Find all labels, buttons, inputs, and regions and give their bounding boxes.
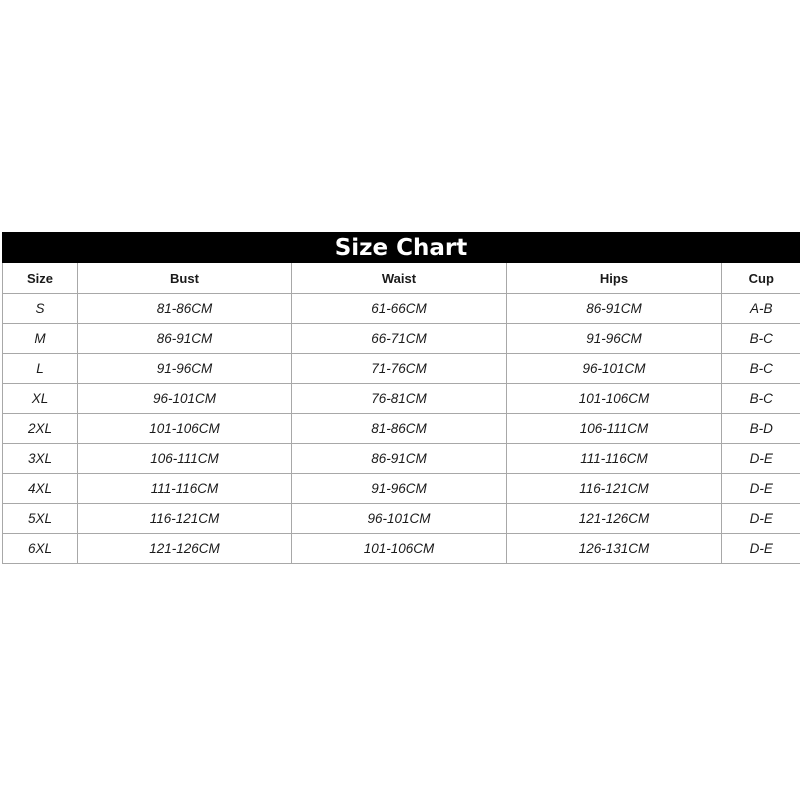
table-row <box>3 354 800 384</box>
cell-bust: 91-96CM <box>78 354 292 384</box>
cell-bust: 121-126CM <box>78 534 292 564</box>
cell-bust: 86-91CM <box>78 324 292 354</box>
cell-size: 5XL <box>3 504 78 534</box>
cell-size: 2XL <box>3 414 78 444</box>
cell-bust: 106-111CM <box>78 444 292 474</box>
cell-waist: 96-101CM <box>292 504 507 534</box>
cell-cup: D-E <box>722 444 800 474</box>
header-waist: Waist <box>292 263 507 294</box>
cell-bust: 111-116CM <box>78 474 292 504</box>
cell-size: 3XL <box>3 444 78 474</box>
cell-hips: 96-101CM <box>507 354 722 384</box>
cell-waist: 81-86CM <box>292 414 507 444</box>
cell-cup: D-E <box>722 504 800 534</box>
cell-hips: 111-116CM <box>507 444 722 474</box>
table-header-row <box>3 263 800 294</box>
cell-bust: 96-101CM <box>78 384 292 414</box>
table-row <box>3 534 800 564</box>
cell-hips: 116-121CM <box>507 474 722 504</box>
size-table <box>2 263 800 564</box>
cell-size: M <box>3 324 78 354</box>
cell-waist: 76-81CM <box>292 384 507 414</box>
size-chart <box>2 232 800 564</box>
table-row <box>3 504 800 534</box>
table-row <box>3 414 800 444</box>
cell-cup: B-C <box>722 384 800 414</box>
cell-waist: 71-76CM <box>292 354 507 384</box>
cell-size: XL <box>3 384 78 414</box>
cell-cup: D-E <box>722 474 800 504</box>
header-bust: Bust <box>78 263 292 294</box>
cell-hips: 106-111CM <box>507 414 722 444</box>
cell-bust: 116-121CM <box>78 504 292 534</box>
cell-cup: A-B <box>722 294 800 324</box>
cell-waist: 66-71CM <box>292 324 507 354</box>
cell-hips: 101-106CM <box>507 384 722 414</box>
header-hips: Hips <box>507 263 722 294</box>
cell-waist: 86-91CM <box>292 444 507 474</box>
cell-waist: 61-66CM <box>292 294 507 324</box>
cell-size: 4XL <box>3 474 78 504</box>
cell-size: S <box>3 294 78 324</box>
cell-waist: 101-106CM <box>292 534 507 564</box>
cell-size: 6XL <box>3 534 78 564</box>
cell-bust: 81-86CM <box>78 294 292 324</box>
cell-waist: 91-96CM <box>292 474 507 504</box>
header-size: Size <box>3 263 78 294</box>
cell-hips: 91-96CM <box>507 324 722 354</box>
cell-bust: 101-106CM <box>78 414 292 444</box>
table-row <box>3 444 800 474</box>
table-row <box>3 324 800 354</box>
size-chart-title: Size Chart <box>2 232 800 263</box>
cell-cup: B-C <box>722 324 800 354</box>
cell-hips: 86-91CM <box>507 294 722 324</box>
cell-cup: B-D <box>722 414 800 444</box>
cell-cup: D-E <box>722 534 800 564</box>
cell-cup: B-C <box>722 354 800 384</box>
cell-size: L <box>3 354 78 384</box>
table-row <box>3 294 800 324</box>
table-row <box>3 474 800 504</box>
cell-hips: 126-131CM <box>507 534 722 564</box>
header-cup: Cup <box>722 263 800 294</box>
cell-hips: 121-126CM <box>507 504 722 534</box>
table-row <box>3 384 800 414</box>
